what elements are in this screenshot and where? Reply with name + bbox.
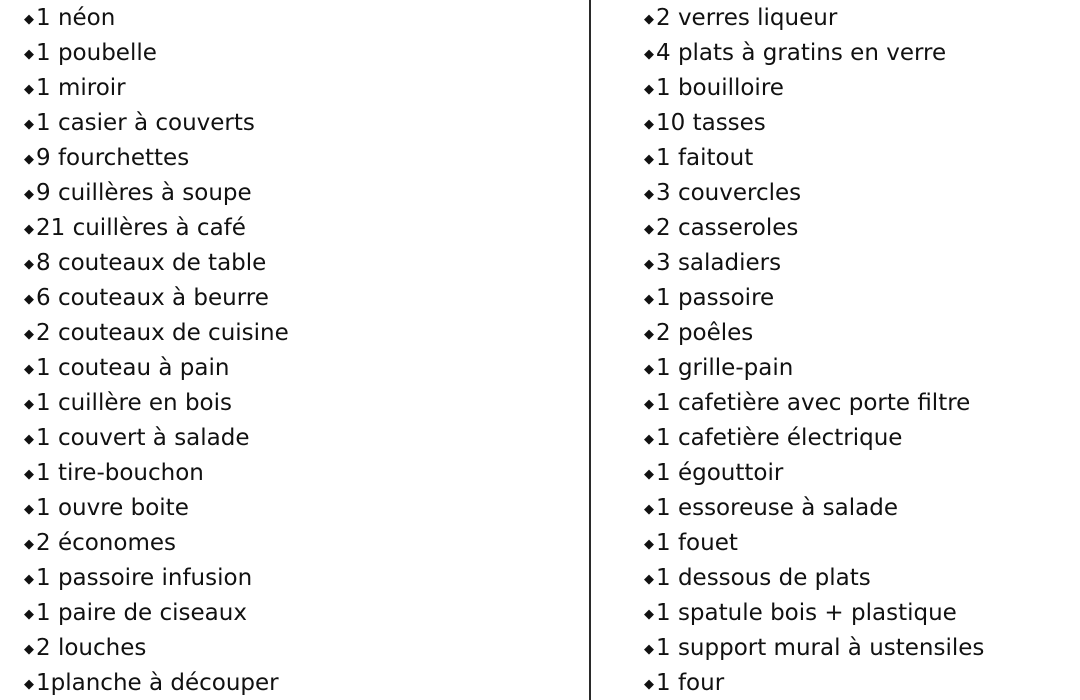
list-item bbox=[644, 141, 1074, 176]
list-item bbox=[644, 421, 1074, 456]
list-item bbox=[24, 176, 564, 211]
list-item-label: 2 louches bbox=[36, 635, 147, 661]
bullet-icon: ◆ bbox=[644, 397, 654, 412]
bullet-icon: ◆ bbox=[644, 292, 654, 307]
list-item-label: 1 grille-pain bbox=[656, 355, 794, 381]
list-item bbox=[644, 386, 1074, 421]
list-item bbox=[644, 246, 1074, 281]
list-item bbox=[644, 106, 1074, 141]
list-item-label: 1 tire-bouchon bbox=[36, 460, 204, 486]
list-item-label: 2 couteaux de cuisine bbox=[36, 320, 289, 346]
bullet-icon: ◆ bbox=[644, 117, 654, 132]
list-item-label: 10 tasses bbox=[656, 110, 766, 136]
list-item-label: 1 dessous de plats bbox=[656, 565, 871, 591]
list-item-label: 9 cuillères à soupe bbox=[36, 180, 252, 206]
list-item bbox=[24, 491, 564, 526]
list-item bbox=[24, 526, 564, 561]
bullet-icon: ◆ bbox=[644, 12, 654, 27]
bullet-icon: ◆ bbox=[24, 257, 34, 272]
bullet-icon: ◆ bbox=[24, 467, 34, 482]
list-item-label: 1 support mural à ustensiles bbox=[656, 635, 985, 661]
left-inventory-list bbox=[24, 0, 564, 700]
list-item bbox=[644, 176, 1074, 211]
list-item bbox=[24, 36, 564, 71]
list-item-label: 1 néon bbox=[36, 5, 116, 31]
list-item bbox=[24, 1, 564, 36]
bullet-icon: ◆ bbox=[644, 607, 654, 622]
bullet-icon: ◆ bbox=[644, 502, 654, 517]
bullet-icon: ◆ bbox=[24, 47, 34, 62]
bullet-icon: ◆ bbox=[24, 187, 34, 202]
list-item-label: 2 économes bbox=[36, 530, 176, 556]
list-item-label: 1 spatule bois + plastique bbox=[656, 600, 957, 626]
list-item bbox=[24, 421, 564, 456]
list-item-label: 6 couteaux à beurre bbox=[36, 285, 269, 311]
bullet-icon: ◆ bbox=[24, 572, 34, 587]
bullet-icon: ◆ bbox=[24, 117, 34, 132]
list-item bbox=[644, 281, 1074, 316]
list-item-label: 1 fouet bbox=[656, 530, 738, 556]
list-item bbox=[24, 141, 564, 176]
bullet-icon: ◆ bbox=[24, 502, 34, 517]
list-item-label: 4 plats à gratins en verre bbox=[656, 40, 947, 66]
list-item-label: 1 passoire infusion bbox=[36, 565, 253, 591]
list-item-label: 1 ouvre boite bbox=[36, 495, 189, 521]
bullet-icon: ◆ bbox=[644, 642, 654, 657]
list-item-label: 1 égouttoir bbox=[656, 460, 784, 486]
list-item bbox=[644, 211, 1074, 246]
list-item bbox=[644, 316, 1074, 351]
list-item-label: 21 cuillères à café bbox=[36, 215, 246, 241]
bullet-icon: ◆ bbox=[644, 47, 654, 62]
list-item bbox=[644, 36, 1074, 71]
list-item-label: 2 verres liqueur bbox=[656, 5, 838, 31]
bullet-icon: ◆ bbox=[24, 12, 34, 27]
list-item bbox=[644, 456, 1074, 491]
list-item bbox=[644, 1, 1074, 36]
list-item-label: 1 cuillère en bois bbox=[36, 390, 232, 416]
list-item bbox=[644, 596, 1074, 631]
list-item bbox=[24, 351, 564, 386]
bullet-icon: ◆ bbox=[24, 292, 34, 307]
bullet-icon: ◆ bbox=[644, 677, 654, 692]
bullet-icon: ◆ bbox=[24, 362, 34, 377]
list-item bbox=[24, 561, 564, 596]
bullet-icon: ◆ bbox=[24, 82, 34, 97]
list-item bbox=[24, 666, 564, 700]
list-item-label: 1 couteau à pain bbox=[36, 355, 230, 381]
list-item-label: 3 saladiers bbox=[656, 250, 782, 276]
list-item-label: 1 poubelle bbox=[36, 40, 157, 66]
list-item bbox=[644, 561, 1074, 596]
list-item-label: 1planche à découper bbox=[36, 670, 279, 696]
list-item-label: 9 fourchettes bbox=[36, 145, 190, 171]
list-item-label: 2 poêles bbox=[656, 320, 754, 346]
list-item bbox=[24, 316, 564, 351]
list-item-label: 1 bouilloire bbox=[656, 75, 784, 101]
list-item-label: 1 faitout bbox=[656, 145, 754, 171]
bullet-icon: ◆ bbox=[644, 82, 654, 97]
bullet-icon: ◆ bbox=[24, 607, 34, 622]
list-item-label: 1 passoire bbox=[656, 285, 775, 311]
bullet-icon: ◆ bbox=[24, 642, 34, 657]
list-item bbox=[24, 211, 564, 246]
bullet-icon: ◆ bbox=[24, 152, 34, 167]
list-item bbox=[24, 281, 564, 316]
right-inventory-list bbox=[644, 0, 1074, 700]
list-item-label: 2 casseroles bbox=[656, 215, 799, 241]
bullet-icon: ◆ bbox=[24, 327, 34, 342]
list-item-label: 1 casier à couverts bbox=[36, 110, 255, 136]
bullet-icon: ◆ bbox=[644, 187, 654, 202]
list-item bbox=[644, 526, 1074, 561]
bullet-icon: ◆ bbox=[644, 572, 654, 587]
bullet-icon: ◆ bbox=[24, 432, 34, 447]
list-item-label: 1 cafetière électrique bbox=[656, 425, 903, 451]
bullet-icon: ◆ bbox=[24, 222, 34, 237]
list-item bbox=[24, 596, 564, 631]
bullet-icon: ◆ bbox=[644, 327, 654, 342]
bullet-icon: ◆ bbox=[644, 467, 654, 482]
list-item bbox=[644, 71, 1074, 106]
list-item-label: 1 couvert à salade bbox=[36, 425, 250, 451]
bullet-icon: ◆ bbox=[644, 222, 654, 237]
bullet-icon: ◆ bbox=[644, 432, 654, 447]
bullet-icon: ◆ bbox=[644, 362, 654, 377]
list-item-label: 1 paire de ciseaux bbox=[36, 600, 247, 626]
bullet-icon: ◆ bbox=[644, 537, 654, 552]
list-item bbox=[644, 491, 1074, 526]
list-item bbox=[24, 106, 564, 141]
list-item-label: 3 couvercles bbox=[656, 180, 802, 206]
list-item-label: 1 essoreuse à salade bbox=[656, 495, 898, 521]
list-item bbox=[24, 386, 564, 421]
list-item bbox=[24, 71, 564, 106]
list-item bbox=[644, 631, 1074, 666]
list-item bbox=[24, 246, 564, 281]
column-divider bbox=[589, 0, 591, 700]
list-item bbox=[24, 456, 564, 491]
bullet-icon: ◆ bbox=[644, 152, 654, 167]
bullet-icon: ◆ bbox=[24, 677, 34, 692]
list-item bbox=[644, 666, 1074, 700]
list-item bbox=[24, 631, 564, 666]
list-item-label: 1 four bbox=[656, 670, 725, 696]
list-item-label: 1 miroir bbox=[36, 75, 126, 101]
list-item bbox=[644, 351, 1074, 386]
bullet-icon: ◆ bbox=[644, 257, 654, 272]
bullet-icon: ◆ bbox=[24, 537, 34, 552]
list-item-label: 8 couteaux de table bbox=[36, 250, 267, 276]
bullet-icon: ◆ bbox=[24, 397, 34, 412]
list-item-label: 1 cafetière avec porte filtre bbox=[656, 390, 971, 416]
